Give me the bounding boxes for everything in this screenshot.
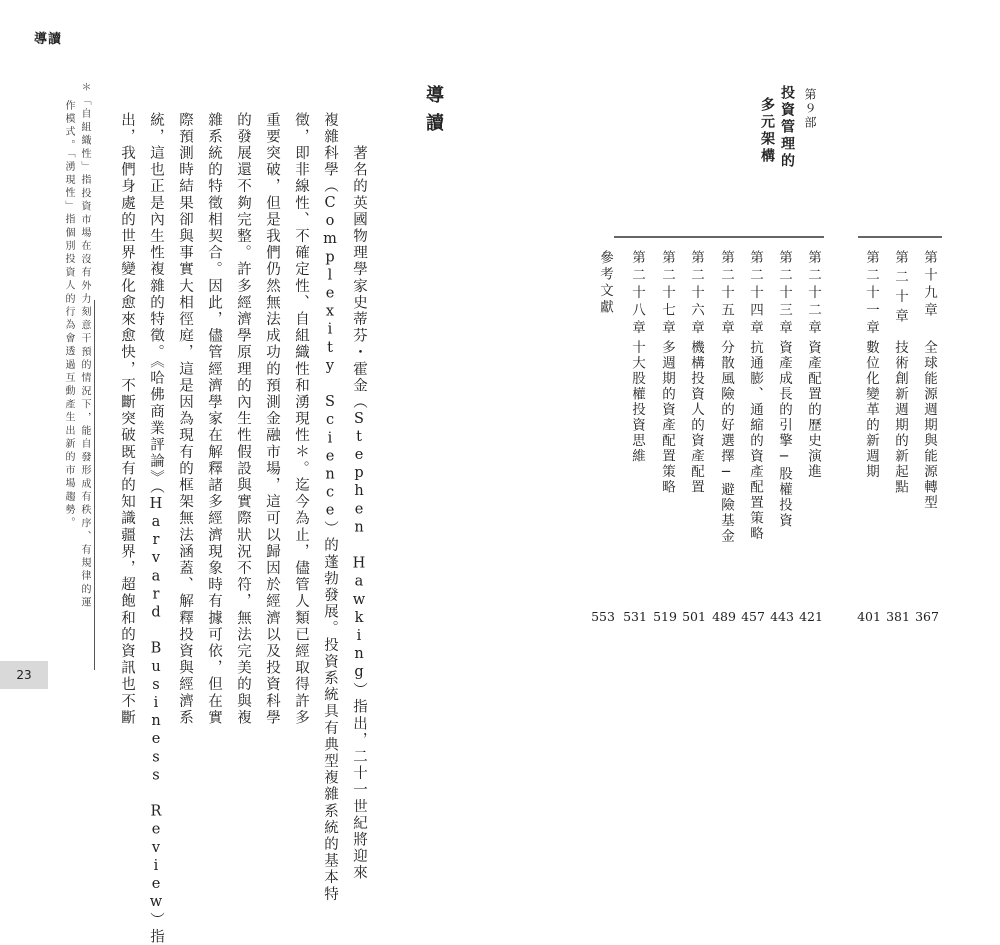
footnote-divider bbox=[94, 300, 95, 670]
toc-chapter-26[interactable]: 第二十六章 bbox=[688, 250, 704, 338]
toc-title-21[interactable]: 數位化變革的新週期 bbox=[863, 340, 879, 480]
essay-line-9: 出，我們身處的世界變化愈來愈快，不斷突破既有的知識疆界，超飽和的資訊也不斷 bbox=[119, 112, 135, 727]
toc-rule-right bbox=[858, 236, 942, 238]
essay-line-4: 重要突破，但是我們仍然無法成功的預測金融市場，這可以歸因於經濟以及投資科學 bbox=[264, 112, 280, 727]
toc-title-20[interactable]: 技術創新週期的新起點 bbox=[892, 340, 908, 495]
toc-chapter-21[interactable]: 第二十一章 bbox=[863, 250, 879, 338]
toc-title-22[interactable]: 資產配置的歷史演進 bbox=[805, 340, 821, 480]
essay-line-6: 雜系統的特徵相契合。因此，儘管經濟學家在解釋諸多經濟現象時有據可依，但在實 bbox=[206, 112, 222, 727]
part-title-line-1: 投資管理的 bbox=[779, 85, 795, 170]
essay-line-8: 統，這也正是內生性複雜的特徵。《哈佛商業評論》（Harvard Business Review）指 bbox=[148, 112, 164, 945]
toc-page-26: 501 bbox=[682, 609, 706, 624]
toc-page-28: 531 bbox=[623, 609, 647, 624]
toc-references[interactable]: 參考文獻 bbox=[597, 250, 613, 316]
toc-page-27: 519 bbox=[653, 609, 677, 624]
toc-page-21: 401 bbox=[857, 609, 881, 624]
toc-page-22: 421 bbox=[799, 609, 823, 624]
toc-page-23: 443 bbox=[770, 609, 794, 624]
toc-chapter-20[interactable]: 第二十章 bbox=[892, 250, 908, 328]
toc-page-references: 553 bbox=[591, 609, 615, 624]
toc-chapter-19[interactable]: 第十九章 bbox=[921, 250, 937, 320]
toc-chapter-28[interactable]: 第二十八章 bbox=[629, 250, 645, 338]
toc-chapter-27[interactable]: 第二十七章 bbox=[659, 250, 675, 338]
toc-title-25[interactable]: 分散風險的好選擇─避險基金 bbox=[718, 340, 734, 544]
toc-chapter-22[interactable]: 第二十二章 bbox=[805, 250, 821, 338]
essay-line-2: 複雜科學（Complexity Science）的蓬勃發展。投資系統具有典型複雜系統的基本特 bbox=[322, 112, 338, 903]
footnote-line-1: ＊「自組織性」指投資市場在沒有外力刻意干預的情況下，能自發形成有秩序、有規律的運 bbox=[79, 82, 90, 610]
essay-title: 導讀 bbox=[423, 85, 444, 141]
toc-page-24: 457 bbox=[741, 609, 765, 624]
toc-title-19[interactable]: 全球能源週期與能源轉型 bbox=[921, 340, 937, 511]
toc-chapter-24[interactable]: 第二十四章 bbox=[747, 250, 763, 338]
toc-chapter-23[interactable]: 第二十三章 bbox=[776, 250, 792, 338]
toc-page-19: 367 bbox=[915, 609, 939, 624]
toc-title-28[interactable]: 十大股權投資思維 bbox=[629, 340, 645, 464]
toc-page-20: 381 bbox=[886, 609, 910, 624]
essay-line-3: 徵，即非線性、不確定性、自組織性和湧現性＊。迄今為止，儘管人類已經取得許多 bbox=[293, 112, 309, 727]
footnote-line-2: 作模式。「湧現性」指個別投資人的行為會透過互動產生出新的市場趨勢。 bbox=[63, 100, 74, 531]
toc-page-25: 489 bbox=[712, 609, 736, 624]
toc-title-26[interactable]: 機構投資人的資產配置 bbox=[688, 340, 704, 495]
part-title-line-2: 多元架構 bbox=[759, 97, 775, 165]
essay-line-7: 際預測時結果卻與事實大相徑庭，這是因為現有的框架無法涵蓋、解釋投資與經濟系 bbox=[177, 112, 193, 727]
toc-title-24[interactable]: 抗通膨、通縮的資產配置策略 bbox=[747, 340, 763, 542]
toc-title-27[interactable]: 多週期的資產配置策略 bbox=[659, 340, 675, 495]
running-head: 導讀 bbox=[34, 32, 63, 47]
toc-title-23[interactable]: 資產成長的引擎─股權投資 bbox=[776, 340, 792, 529]
page-number: 23 bbox=[0, 661, 48, 689]
essay-line-1: 著名的英國物理學家史蒂芬・霍金（Stephen Hawking）指出，二十一世紀將迎來 bbox=[351, 112, 367, 882]
toc-rule-left bbox=[614, 236, 824, 238]
part-label: 第９部 bbox=[803, 88, 817, 130]
essay-line-5: 的發展還不夠完整。許多經濟學原理的內生性假設與實際狀況不符，無法完美的與複 bbox=[235, 112, 251, 727]
toc-chapter-25[interactable]: 第二十五章 bbox=[718, 250, 734, 338]
